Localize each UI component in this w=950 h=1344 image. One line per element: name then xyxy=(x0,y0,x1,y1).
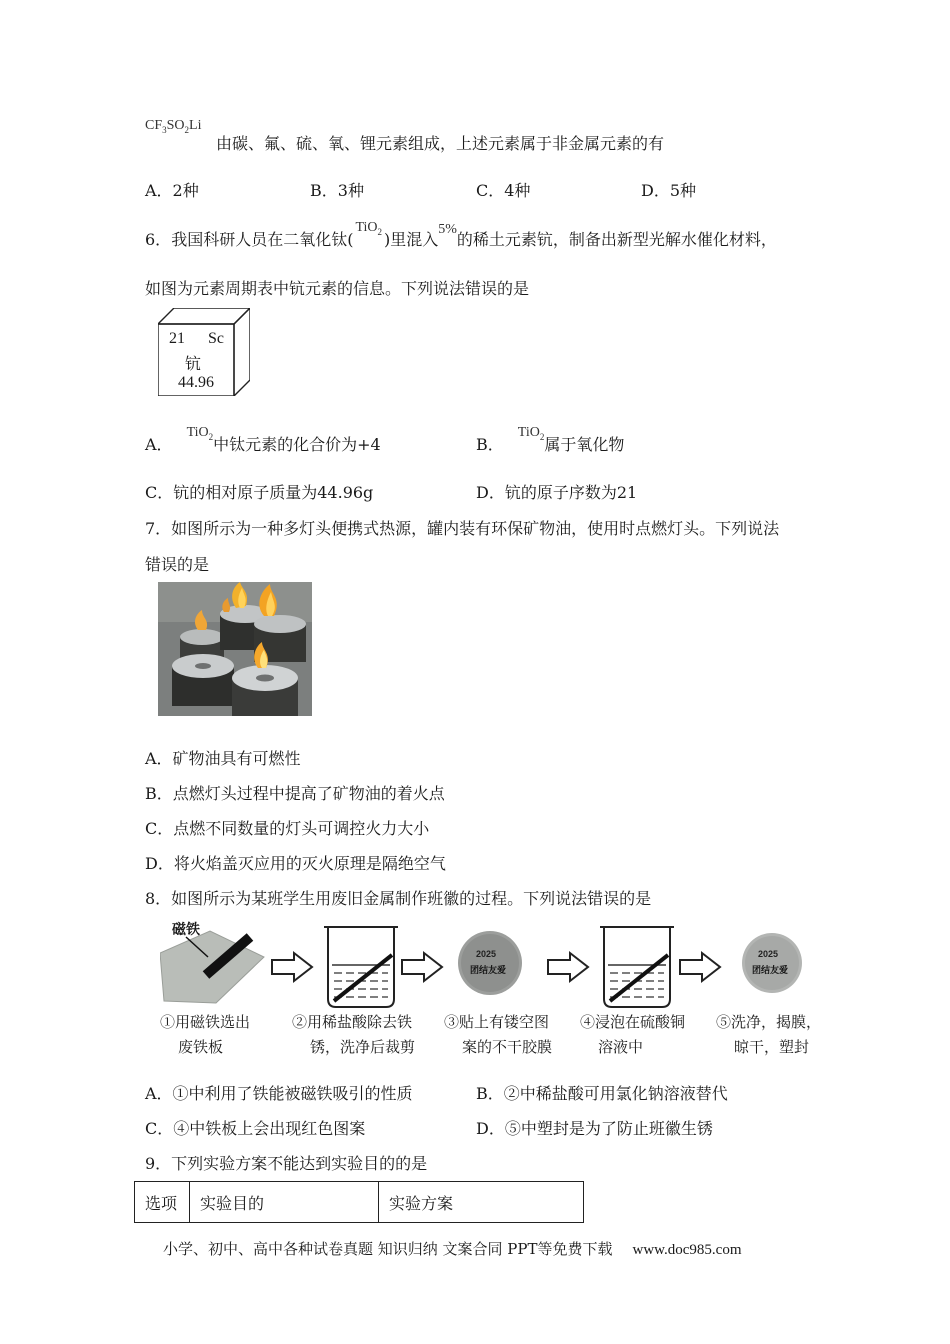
q7-line2: 错误的是 xyxy=(145,555,210,574)
element-atomic-mass: 44.96 xyxy=(178,374,214,391)
q6-option-c: C．钪的相对原子质量为44.96g xyxy=(145,483,374,502)
magnet-label: 磁铁 xyxy=(172,922,200,938)
formula-tio2: TiO$_2$ xyxy=(355,220,382,237)
badge1-text: 团结友爱 xyxy=(470,966,507,976)
element-name: 钪 xyxy=(185,354,202,373)
footer-url: www.doc985.com xyxy=(632,1242,742,1258)
formula-cf3so2li: $CF_3SO_2Li$ xyxy=(145,118,202,135)
scandium-element-card xyxy=(158,308,250,396)
badge1-year: 2025 xyxy=(476,949,497,959)
q8-line1: 8．如图所示为某班学生用废旧金属制作班徽的过程。下列说法错误的是 xyxy=(145,889,652,908)
formula-tio2-a: TiO$_2$ xyxy=(186,425,214,442)
step-4-label: ④浸泡在硫酸铜 溶液中 xyxy=(580,1013,686,1056)
q8-option-b: B．②中稀盐酸可用氯化钠溶液替代 xyxy=(476,1084,728,1103)
step-2-label: ②用稀盐酸除去铁 锈，洗净后裁剪 xyxy=(292,1013,416,1056)
step-1-label: ①用磁铁选出 废铁板 xyxy=(160,1013,251,1056)
q8-option-d: D．⑤中塑封是为了防止班徽生锈 xyxy=(476,1119,713,1138)
q6-line2: 如图为元素周期表中钪元素的信息。下列说法错误的是 xyxy=(145,279,530,298)
table-header-option: 选项 xyxy=(135,1182,190,1223)
burner-photo xyxy=(158,582,312,716)
q5-text: 由碳、氟、硫、氧、锂元素组成，上述元素属于非金属元素的有 xyxy=(216,134,665,153)
q9-line1: 9．下列实验方案不能达到实验目的的是 xyxy=(145,1154,428,1173)
q6-option-a: A．TiO$_2$中钛元素的化合价为+4 xyxy=(145,425,381,454)
q5-option-a: A．2种 xyxy=(145,181,199,200)
element-atomic-number: 21 xyxy=(169,330,185,347)
badge2-year: 2025 xyxy=(758,949,779,959)
q7-option-c: C．点燃不同数量的灯头可调控火力大小 xyxy=(145,819,430,838)
table-header-purpose: 实验目的 xyxy=(190,1182,379,1223)
q7-option-d: D．将火焰盖灭应用的灭火原理是隔绝空气 xyxy=(145,854,446,873)
step-3-label: ③贴上有镂空图 案的不干胶膜 xyxy=(444,1013,553,1056)
step-5-label: ⑤洗净，揭膜， 晾干，塑封 xyxy=(716,1013,822,1056)
q6-line1: 6．我国科研人员在二氧化钛(TiO$_2$ )里混入5%的稀土元素钪，制备出新型光解水催化材料， xyxy=(145,220,777,249)
footer-text: 小学、初中、高中各种试卷真题 知识归纳 文案合同 PPT等免费下载 xyxy=(163,1240,613,1258)
table-header-row xyxy=(135,1182,584,1223)
q5-option-b: B．3种 xyxy=(310,181,364,200)
formula-tio2-b: TiO$_2$ xyxy=(517,425,545,442)
element-symbol: Sc xyxy=(208,330,224,347)
q8-option-c: C．④中铁板上会出现红色图案 xyxy=(145,1119,366,1138)
badge2-text: 团结友爱 xyxy=(752,966,789,976)
q7-line1: 7．如图所示为一种多灯头便携式热源，罐内装有环保矿物油，使用时点燃灯头。下列说法 xyxy=(145,519,780,538)
q6-option-b: B．TiO$_2$属于氧化物 xyxy=(476,425,625,454)
q5-option-d: D．5种 xyxy=(641,181,697,200)
experiment-table xyxy=(134,1181,584,1223)
percent-5: 5% xyxy=(438,222,457,237)
q8-option-a: A．①中利用了铁能被磁铁吸引的性质 xyxy=(145,1084,413,1103)
badge-process-diagram xyxy=(160,915,830,1060)
page-footer xyxy=(163,1238,742,1259)
q7-option-b: B．点燃灯头过程中提高了矿物油的着火点 xyxy=(145,784,445,803)
q7-option-a: A．矿物油具有可燃性 xyxy=(145,749,301,768)
q5-option-c: C．4种 xyxy=(476,181,531,200)
q6-option-d: D．钪的原子序数为21 xyxy=(476,483,638,502)
table-header-plan: 实验方案 xyxy=(379,1182,584,1223)
